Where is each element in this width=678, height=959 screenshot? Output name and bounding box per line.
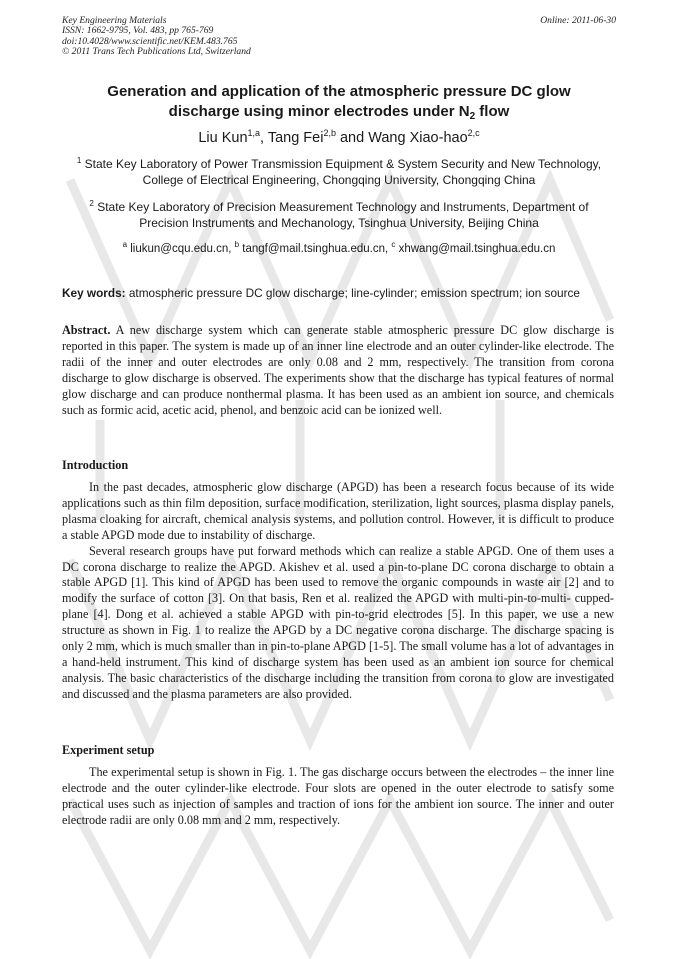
email-mark: c (391, 240, 396, 249)
author-separator: and (335, 130, 369, 146)
email-mark: a (122, 240, 128, 249)
affiliation-2 (62, 199, 616, 231)
copyright-line: © 2011 Trans Tech Publications Ltd, Switzerland (62, 46, 251, 58)
author-list (62, 129, 616, 147)
abstract (62, 323, 614, 418)
affiliation-line: State Key Laboratory of Power Transmission Equipment & System Security and New Technology, (81, 157, 602, 171)
affiliation-line: State Key Laboratory of Precision Measurement Technology and Instruments, Department of (93, 200, 589, 214)
author-name: Wang Xiao-hao (368, 130, 468, 146)
email-address: liukun@cqu.edu.cn, (127, 243, 235, 255)
abstract-label: Abstract. (62, 323, 111, 337)
paper-title (62, 82, 616, 122)
author-affiliation-mark: 2,c (467, 128, 480, 138)
affiliation-1 (62, 156, 616, 188)
title-subscript: 2 (469, 111, 476, 122)
introduction-body (62, 480, 614, 703)
author-affiliation-mark: 2,b (323, 128, 336, 138)
paragraph: In the past decades, atmospheric glow discharge (APGD) has been a research focus because of its wide applications such as thin film deposition, surface modification, sterilization, light sources, plasma display panels, plasma cloaking for aircraft, chemical analysis systems, and pollution control. However, it is difficult to produce a stable APGD mode due to instability of discharge. (62, 480, 614, 542)
keywords-text: atmospheric pressure DC glow discharge; line-cylinder; emission spectrum; ion source (125, 286, 580, 300)
author-name: Tang Fei (267, 130, 324, 146)
affiliation-line: Precision Instruments and Mechanology, Tsinghua University, Beijing China (139, 216, 539, 230)
email-mark: b (234, 240, 240, 249)
title-tail: flow (475, 103, 510, 120)
experiment-body (62, 765, 614, 829)
online-date: Online: 2011-06-30 (540, 15, 616, 26)
title-line-1: Generation and application of the atmospheric pressure DC glow (107, 83, 571, 100)
section-heading-introduction: Introduction (62, 458, 129, 472)
keywords (62, 285, 622, 301)
email-address: tangf@mail.tsinghua.edu.cn, (239, 243, 392, 255)
affiliation-line: College of Electrical Engineering, Chongqing University, Chongqing China (142, 173, 536, 187)
paragraph: Several research groups have put forward methods which can realize a stable APGD. One of them uses a DC corona discharge to realize the APGD. Akishev et al. used a pin-to-plane DC corona discharge to obtain a stable APGD [1]. This kind of APGD has been used to remove the organic compounds in waste air [2] and to modify the surface of cotton [3]. On that basis, Ren et al. realized the APGD with multi-pin-to-multi- cupped-plane [4]. Dong et al. achieved a stable APGD with pin-to-grid electrodes [5]. In this paper, we use a new structure as shown in Fig. 1 to realize the APGD by a DC negative corona discharge. The discharge spacing is only 2 mm, which is much smaller than in pin-to-plane APGD [1-5]. The small volume has a lot of advantages in a hand-held instrument. This kind of discharge system has been used as an ambient ion source for chemical analysis. The basic characteristics of the discharge including the transition from corona to glow are investigated and discussed and the plasma parameters are also provided. (62, 543, 614, 701)
author-name: Liu Kun (198, 130, 248, 146)
keywords-label: Key words: (62, 286, 126, 300)
author-separator: , (260, 130, 268, 146)
issn-line: ISSN: 1662-9795, Vol. 483, pp 765-769 (62, 25, 214, 37)
doi-line: doi:10.4028/www.scientific.net/KEM.483.765 (62, 35, 238, 47)
email-address: xhwang@mail.tsinghua.edu.cn (395, 243, 556, 255)
journal-name: Key Engineering Materials (62, 15, 167, 26)
title-line-2: discharge using minor electrodes under N (168, 103, 470, 120)
author-affiliation-mark: 1,a (247, 128, 261, 138)
affiliation-mark: 1 (76, 156, 82, 165)
abstract-text: A new discharge system which can generate stable atmospheric pressure DC glow discharge is reported in this paper. The system is made up of an inner line electrode and an outer cylinder-like electrode. The radii of the inner and outer electrodes are only 0.08 and 2 mm, respectively. The transition from corona discharge to glow discharge is observed. The experiments show that the discharge has typical features of normal glow discharge and can produce nonthermal plasma. It has been used as an ambient ion source, and chemicals such as formic acid, acetic acid, phenol, and benzoic acid can be ionized well. (62, 323, 614, 417)
author-emails (62, 241, 616, 257)
section-heading-experiment: Experiment setup (62, 743, 155, 757)
paragraph: The experimental setup is shown in Fig. 1. The gas discharge occurs between the electrodes – the inner line electrode and the outer cylinder-like electrode. Four slots are opened in the outer electrode to satisfy some practical uses such as injection of samples and traction of ions for the ambient ion source. The inner and outer electrode radii are only 0.08 mm and 2 mm, respectively. (62, 765, 614, 827)
journal-header (62, 16, 616, 58)
affiliation-mark: 2 (89, 199, 94, 208)
